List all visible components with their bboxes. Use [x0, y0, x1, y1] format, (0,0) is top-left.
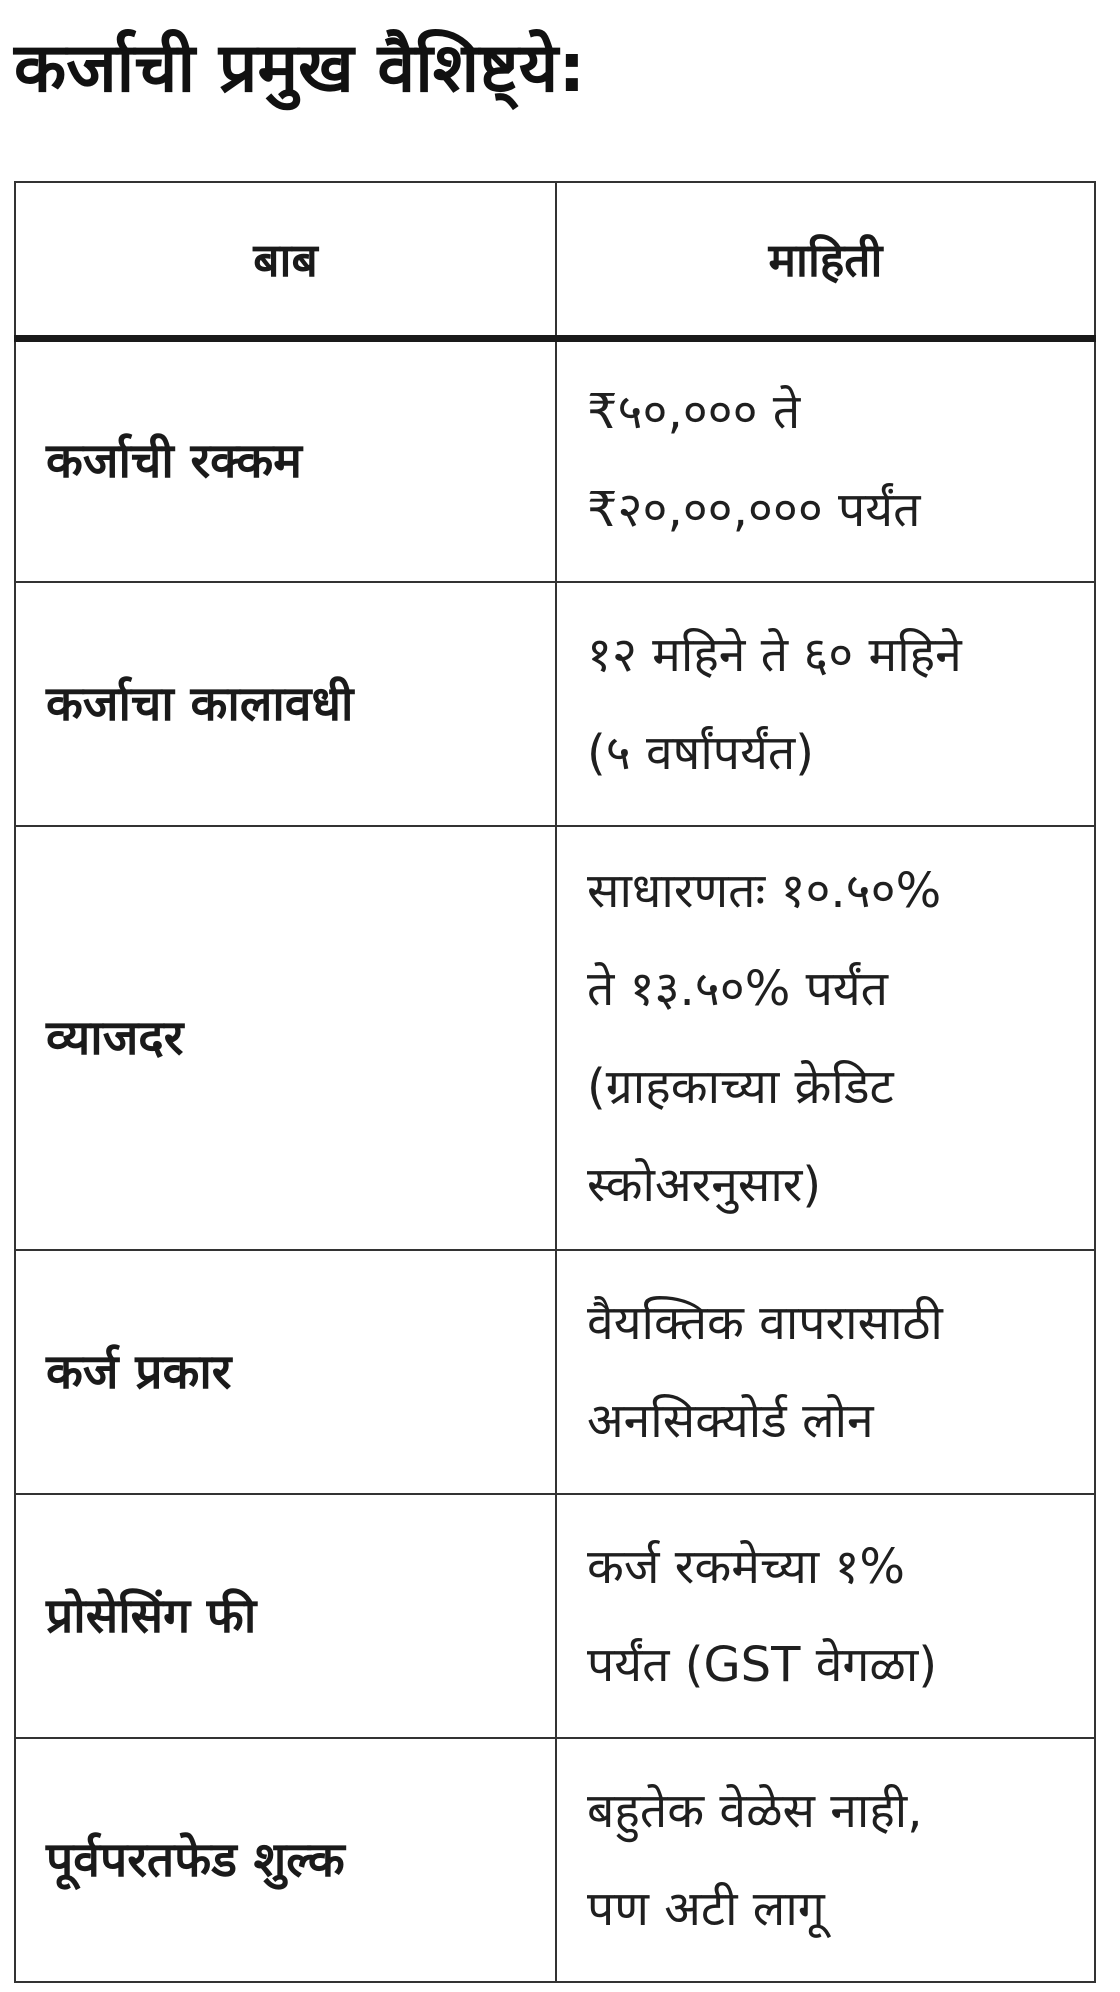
page-title: कर्जाची प्रमुख वैशिष्ट्ये: — [14, 29, 586, 108]
loan-features-table — [14, 181, 1096, 1983]
table-row — [15, 582, 1095, 826]
row-value-text: बहुतेक वेळेस नाही, पण अटी लागू — [587, 1783, 923, 1937]
row-label: पूर्वपरतफेड शुल्क — [15, 1738, 556, 1982]
features-table-container — [14, 181, 1094, 1983]
row-label: प्रोसेसिंग फी — [15, 1494, 556, 1738]
row-label: कर्ज प्रकार — [15, 1250, 556, 1494]
row-value — [556, 1250, 1095, 1494]
row-value — [556, 826, 1095, 1250]
table-row — [15, 826, 1095, 1250]
row-value-text: कर्ज रकमेच्या १% पर्यंत (GST वेगळा) — [587, 1539, 938, 1693]
row-value — [556, 1738, 1095, 1982]
table-row — [15, 338, 1095, 582]
table-body — [15, 338, 1095, 1982]
header-info: माहिती — [556, 182, 1095, 338]
header-row — [15, 182, 1095, 338]
row-value-text: वैयक्तिक वापरासाठी अनसिक्योर्ड लोन — [587, 1295, 943, 1449]
table-row — [15, 1494, 1095, 1738]
row-value-text: १२ महिने ते ६० महिने (५ वर्षांपर्यंत) — [587, 627, 962, 781]
header-item: बाब — [15, 182, 556, 338]
row-label: कर्जाचा कालावधी — [15, 582, 556, 826]
table-header — [15, 182, 1095, 338]
row-value — [556, 1494, 1095, 1738]
table-row — [15, 1738, 1095, 1982]
row-value — [556, 338, 1095, 582]
row-value-text: साधारणतः १०.५०% ते १३.५०% पर्यंत (ग्राहकाच्या क्रेडिट स्कोअरनुसार) — [587, 863, 942, 1213]
row-value — [556, 582, 1095, 826]
row-label: कर्जाची रक्कम — [15, 338, 556, 582]
row-label: व्याजदर — [15, 826, 556, 1250]
row-value-text: ₹५०,००० ते ₹२०,००,००० पर्यंत — [587, 384, 921, 539]
table-row — [15, 1250, 1095, 1494]
